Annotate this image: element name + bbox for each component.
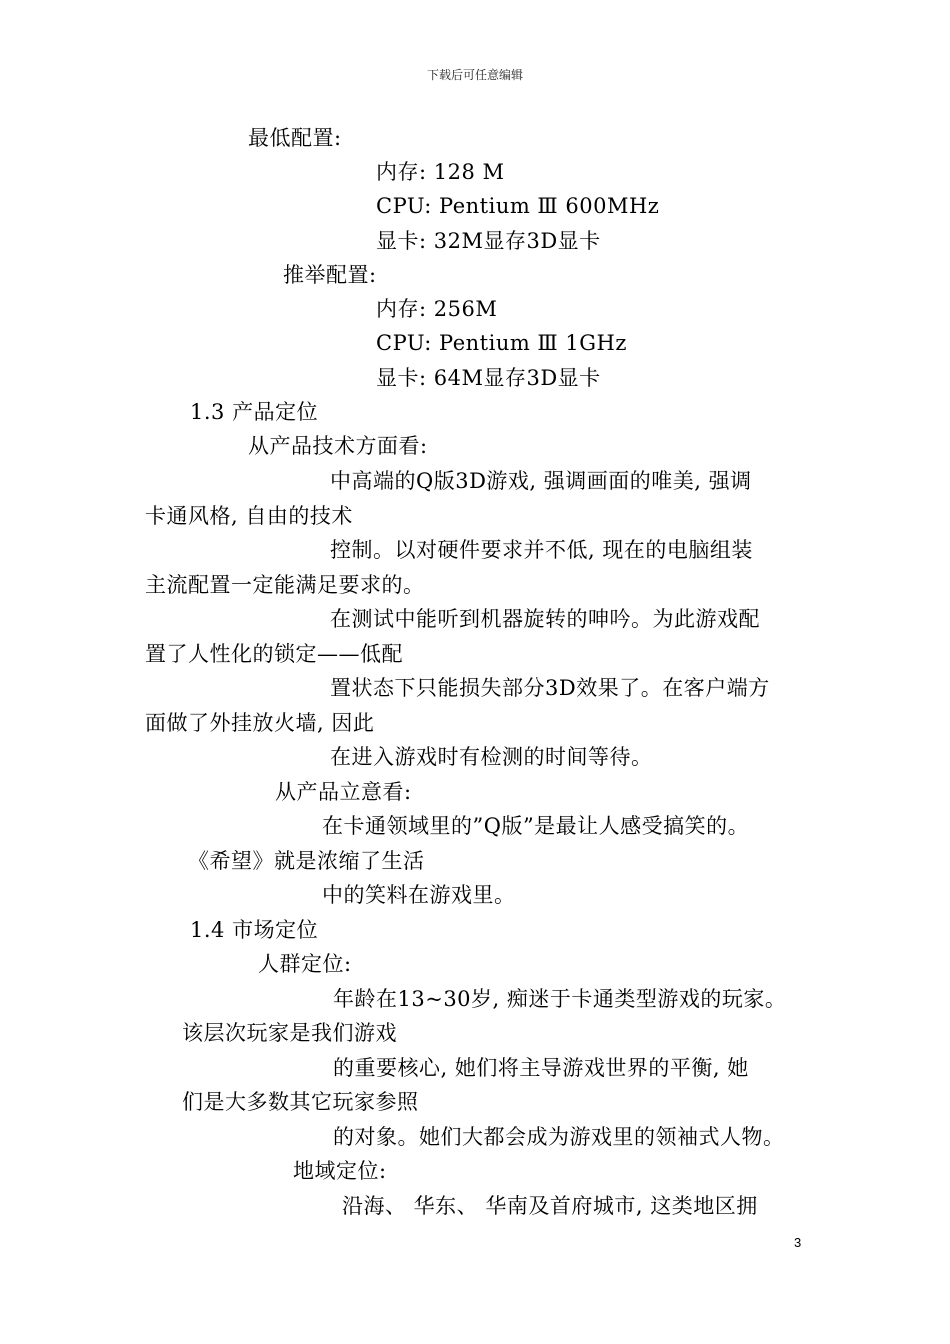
paragraph-line: 置了人性化的锁定——低配 <box>145 642 403 666</box>
subheading: 地域定位: <box>293 1159 387 1183</box>
paragraph-line: 的对象。她们大都会成为游戏里的领袖式人物。 <box>333 1125 785 1149</box>
rec-gpu: 显卡: 64M显存3D显卡 <box>376 366 601 390</box>
paragraph-line: 置状态下只能损失部分3D效果了。在客户端方 <box>330 676 770 700</box>
paragraph-line: 该层次玩家是我们游戏 <box>182 1021 397 1045</box>
section-heading: 1.4 市场定位 <box>190 918 319 942</box>
paragraph-line: 在测试中能听到机器旋转的呻吟。为此游戏配 <box>330 607 760 631</box>
page-header: 下载后可任意编辑 <box>426 68 523 82</box>
min-gpu: 显卡: 32M显存3D显卡 <box>376 229 601 253</box>
paragraph-line: 卡通风格, 自由的技术 <box>145 504 353 528</box>
paragraph-line: 沿海、 华东、 华南及首府城市, 这类地区拥 <box>342 1194 758 1218</box>
paragraph-line: 主流配置一定能满足要求的。 <box>145 573 425 597</box>
paragraph-line: 控制。以对硬件要求并不低, 现在的电脑组装 <box>330 538 753 562</box>
min-config-heading: 最低配置: <box>248 126 342 150</box>
rec-cpu: CPU: Pentium Ⅲ 1GHz <box>376 331 627 355</box>
paragraph-line: 《希望》就是浓缩了生活 <box>188 849 425 873</box>
paragraph-line: 的重要核心, 她们将主导游戏世界的平衡, 她 <box>333 1056 749 1080</box>
paragraph-line: 中高端的Q版3D游戏, 强调画面的唯美, 强调 <box>330 469 752 493</box>
paragraph-line: 面做了外挂放火墙, 因此 <box>145 711 375 735</box>
paragraph-line: 在卡通领域里的”Q版”是最让人感受搞笑的。 <box>322 814 750 838</box>
rec-memory: 内存: 256M <box>376 297 498 321</box>
page-number: 3 <box>794 1235 802 1250</box>
subheading: 从产品立意看: <box>275 780 412 804</box>
min-memory: 内存: 128 M <box>376 160 505 184</box>
paragraph-line: 中的笑料在游戏里。 <box>322 883 516 907</box>
paragraph-line: 在进入游戏时有检测的时间等待。 <box>330 745 653 769</box>
paragraph-line: 们是大多数其它玩家参照 <box>182 1090 419 1114</box>
min-cpu: CPU: Pentium Ⅲ 600MHz <box>376 194 660 218</box>
subheading: 从产品技术方面看: <box>248 434 428 458</box>
section-heading: 1.3 产品定位 <box>190 400 319 424</box>
rec-config-heading: 推举配置: <box>283 263 377 287</box>
paragraph-line: 年龄在13~30岁, 痴迷于卡通类型游戏的玩家。 <box>333 987 787 1011</box>
subheading: 人群定位: <box>258 952 352 976</box>
